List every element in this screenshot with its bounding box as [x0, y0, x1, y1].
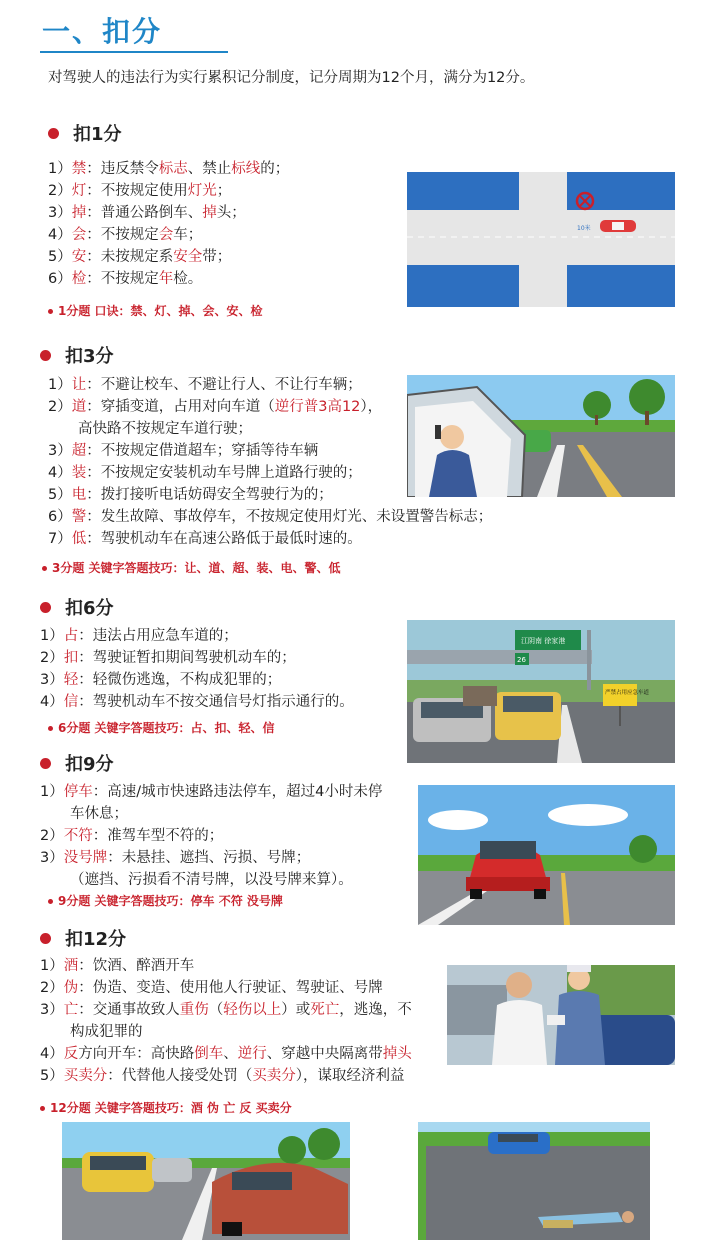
list-item: 4）会：不按规定会车； — [48, 227, 203, 243]
section-9-list — [40, 781, 382, 891]
title-underline — [40, 51, 228, 53]
bullet-dot-icon — [40, 602, 51, 613]
hit-and-run-illustration — [418, 1122, 650, 1240]
list-item: 1）酒：饮酒、醉酒开车 — [40, 958, 195, 974]
bullet-dot-icon — [40, 350, 51, 361]
list-item: 6）检：不按规定年检。 — [48, 271, 203, 287]
list-item: 2）道：穿插变道，占用对向车道（逆行普3高12）， — [48, 399, 383, 415]
svg-text:26: 26 — [517, 656, 526, 664]
section-3-tip: 3分题 关键字答题技巧：让、道、超、装、电、警、低 — [42, 559, 341, 576]
section-12-tip: 12分题 关键字答题技巧：酒 伪 亡 反 买卖分 — [40, 1099, 292, 1116]
list-item: 7）低：驾驶机动车在高速公路低于最低时速的。 — [48, 531, 362, 547]
list-item: 3）超：不按规定借道超车；穿插等待车辆 — [48, 443, 319, 459]
list-item: 4）信：驾驶机动车不按交通信号灯指示通行的。 — [40, 694, 354, 710]
gantry-sign-text: 江阴南 徐家港 — [521, 637, 566, 645]
list-item: 车休息； — [70, 806, 128, 822]
section-1-list — [48, 158, 289, 290]
emergency-lane-illustration — [407, 620, 675, 763]
page-title: 一、扣分 — [42, 15, 163, 48]
list-item: 高快路不按规定车道行驶； — [78, 421, 252, 437]
bullet-dot-icon — [40, 933, 51, 944]
police-check-illustration — [447, 965, 675, 1065]
list-item: 构成犯罪的 — [70, 1024, 143, 1040]
section-9-heading: 扣9分 — [40, 750, 114, 776]
distance-label: 10米 — [577, 225, 591, 232]
section-1-tip: 1分题 口诀：禁、灯、掉、会、安、检 — [48, 302, 263, 319]
section-6-tip: 6分题 关键字答题技巧：占、扣、轻、信 — [48, 719, 275, 736]
emergency-lane-sign: 严禁占用应急车道 — [605, 690, 650, 696]
list-item: 5）买卖分：代替他人接受处罚（买卖分），谋取经济利益 — [40, 1068, 405, 1084]
section-12-heading: 扣12分 — [40, 925, 126, 951]
list-item: 5）电：拨打接听电话妨碍安全驾驶行为的； — [48, 487, 333, 503]
list-item: 4）反方向开车：高快路倒车、逆行、穿越中央隔离带掉头 — [40, 1046, 412, 1062]
section-3-heading: 扣3分 — [40, 342, 114, 368]
no-plate-car-illustration — [418, 785, 675, 925]
list-item: 6）警：发生故障、事故停车，不按规定使用灯光、未设置警告标志； — [48, 509, 493, 525]
section-9-tip: 9分题 关键字答题技巧：停车 不符 没号牌 — [48, 892, 283, 909]
bullet-dot-icon — [48, 128, 59, 139]
list-item: 4）装：不按规定安装机动车号牌上道路行驶的； — [48, 465, 362, 481]
list-item: 3）掉：普通公路倒车、掉头； — [48, 205, 246, 221]
list-item: 1）禁：违反禁令标志、禁止标线的； — [48, 161, 290, 177]
list-item: 3）没号牌：未悬挂、遮挡、污损、号牌； — [40, 850, 311, 866]
bullet-dot-icon — [40, 758, 51, 769]
list-item: 2）不符：准驾车型不符的； — [40, 828, 224, 844]
list-item: （遮挡、污损看不清号牌，以没号牌来算）。 — [70, 872, 353, 888]
list-item: 5）安：未按规定系安全带； — [48, 249, 232, 265]
intro-text: 对驾驶人的违法行为实行累积记分制度，记分周期为12个月，满分为12分。 — [48, 70, 535, 86]
wrong-way-cars-illustration — [62, 1122, 350, 1240]
list-item: 2）扣：驾驶证暂扣期间驾驶机动车的； — [40, 650, 296, 666]
section-6-list — [40, 625, 354, 713]
list-item: 1）让：不避让校车、不避让行人、不让行车辆； — [48, 377, 362, 393]
list-item: 1）停车：高速/城市快速路违法停车，超过4小时未停 — [40, 784, 383, 800]
section-1-heading: 扣1分 — [48, 120, 122, 146]
list-item: 3）亡：交通事故致人重伤（轻伤以上）或死亡，逃逸，不 — [40, 1002, 412, 1018]
intersection-illustration — [407, 172, 675, 307]
list-item: 3）轻：轻微伤逃逸，不构成犯罪的； — [40, 672, 282, 688]
section-6-heading: 扣6分 — [40, 594, 114, 620]
section-12-list — [40, 955, 412, 1087]
list-item: 2）伪：伪造、变造、使用他人行驶证、驾驶证、号牌 — [40, 980, 383, 996]
list-item: 2）灯：不按规定使用灯光； — [48, 183, 232, 199]
list-item: 1）占：违法占用应急车道的； — [40, 628, 238, 644]
driver-phone-illustration — [407, 375, 675, 497]
